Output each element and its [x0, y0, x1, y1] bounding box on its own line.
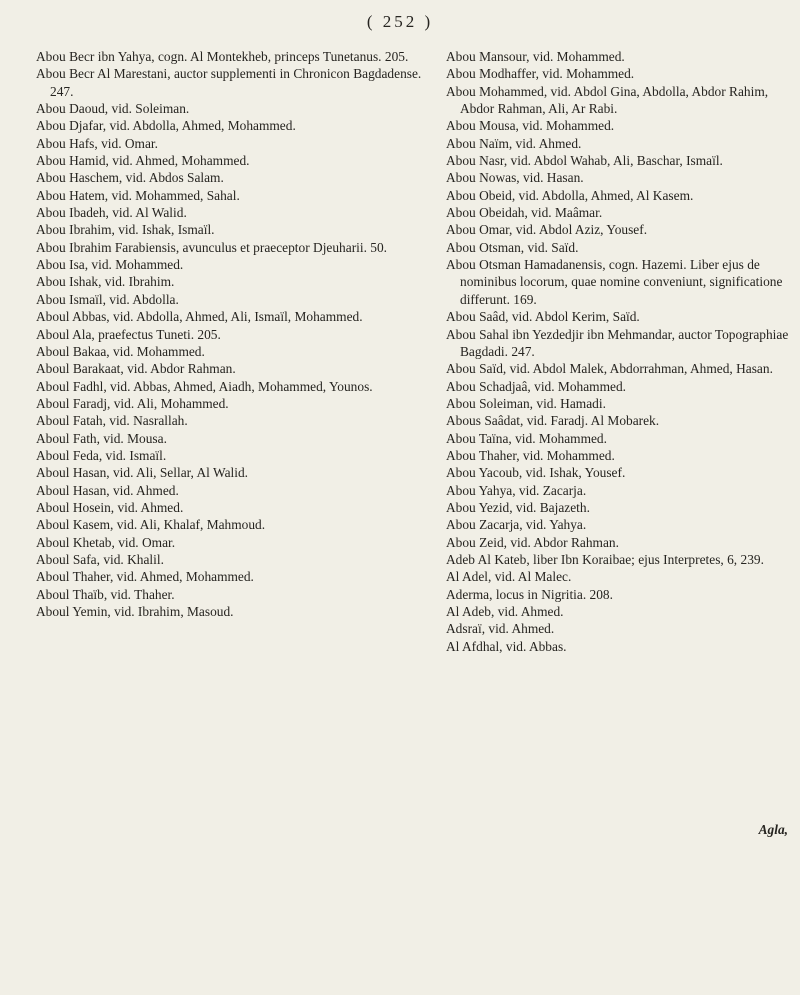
index-entry: Abou Ibadeh, vid. Al Walid.	[36, 205, 187, 221]
index-entry: Abou Yacoub, vid. Ishak, Yousef.	[446, 465, 626, 481]
index-entry: Abou Soleiman, vid. Hamadi.	[446, 395, 606, 411]
index-entry: Al Adeb, vid. Ahmed.	[446, 604, 564, 619]
index-entry: Abou Naïm, vid. Ahmed.	[446, 135, 582, 151]
index-entry: Abou Daoud, vid. Soleiman.	[36, 101, 190, 117]
index-entry: Aboul Fatah, vid. Nasrallah.	[36, 413, 188, 429]
index-entry: Abou Haschem, vid. Abdos Salam.	[36, 170, 224, 186]
left-column	[36, 48, 428, 620]
index-entry: Aboul Bakaa, vid. Mohammed.	[36, 343, 205, 359]
index-entry: Abous Saâdat, vid. Faradj. Al Mobarek.	[446, 413, 660, 429]
index-entry: Abou Hafs, vid. Omar.	[36, 135, 158, 151]
index-entry: Aboul Yemin, vid. Ibrahim, Masoud.	[36, 604, 234, 619]
index-entry: Abou Mousa, vid. Mohammed.	[446, 118, 615, 134]
index-entry: Abou Yezid, vid. Bajazeth.	[446, 499, 590, 515]
index-entry: Abou Ismaïl, vid. Abdolla.	[36, 291, 179, 307]
index-entry: Adsraï, vid. Ahmed.	[446, 621, 555, 637]
index-entry: Aboul Abbas, vid. Abdolla, Ahmed, Ali, Ismaïl, Mohammed.	[36, 309, 363, 325]
index-entry: Abou Omar, vid. Abdol Aziz, Yousef.	[446, 222, 648, 238]
index-entry: Abou Isa, vid. Mohammed.	[36, 257, 184, 273]
index-entry: Abou Sahal ibn Yezdedjir ibn Mehmandar, auctor Topographiae Bagdadi. 247.	[446, 326, 789, 359]
index-entry: Abou Obeid, vid. Abdolla, Ahmed, Al Kasem.	[446, 187, 694, 203]
index-entry: Aboul Ala, praefectus Tuneti. 205.	[36, 326, 221, 342]
index-entry: Abou Djafar, vid. Abdolla, Ahmed, Mohammed.	[36, 118, 296, 134]
index-entry: Aboul Hasan, vid. Ali, Sellar, Al Walid.	[36, 465, 248, 481]
index-entry: Abou Schadjaâ, vid. Mohammed.	[446, 378, 626, 394]
index-entry: Aboul Kasem, vid. Ali, Khalaf, Mahmoud.	[36, 517, 266, 533]
index-entry: Aboul Hosein, vid. Ahmed.	[36, 499, 184, 515]
index-entry: Abou Saïd, vid. Abdol Malek, Abdorrahman, Ahmed, Hasan.	[446, 361, 773, 377]
index-entry: Aboul Thaher, vid. Ahmed, Mohammed.	[36, 569, 254, 585]
index-entry: Aderma, locus in Nigritia. 208.	[446, 586, 613, 602]
index-entry: Abou Hamid, vid. Ahmed, Mohammed.	[36, 153, 250, 169]
index-entry: Abou Becr Al Marestani, auctor supplementi in Chronicon Bagdadense. 247.	[36, 66, 422, 99]
index-entry: Abou Yahya, vid. Zacarja.	[446, 482, 587, 498]
page-number: ( 252 )	[366, 12, 434, 31]
index-entry: Abou Ibrahim Farabiensis, avunculus et praeceptor Djeuharii. 50.	[36, 239, 388, 255]
index-entry: Abou Ishak, vid. Ibrahim.	[36, 274, 175, 290]
index-entry: Abou Obeidah, vid. Maâmar.	[446, 205, 603, 221]
index-entry: Adeb Al Kateb, liber Ibn Koraibae; ejus Interpretes, 6, 239.	[446, 551, 764, 567]
index-entry: Aboul Fadhl, vid. Abbas, Ahmed, Aiadh, Mohammed, Younos.	[36, 378, 373, 394]
index-entry: Abou Saâd, vid. Abdol Kerim, Saïd.	[446, 309, 640, 325]
index-entry: Abou Nasr, vid. Abdol Wahab, Ali, Baschar, Ismaïl.	[446, 153, 723, 169]
index-entry: Aboul Safa, vid. Khalil.	[36, 551, 164, 567]
index-entry: Aboul Barakaat, vid. Abdor Rahman.	[36, 361, 236, 377]
index-entry: Aboul Faradj, vid. Ali, Mohammed.	[36, 395, 229, 411]
index-entry: Aboul Feda, vid. Ismaïl.	[36, 447, 167, 463]
index-entry: Abou Modhaffer, vid. Mohammed.	[446, 66, 635, 82]
index-entry: Abou Ibrahim, vid. Ishak, Ismaïl.	[36, 222, 215, 238]
index-entry: Abou Becr ibn Yahya, cogn. Al Montekheb, princeps Tunetanus. 205.	[36, 49, 409, 64]
index-entry: Aboul Khetab, vid. Omar.	[36, 534, 176, 550]
index-entry: Al Adel, vid. Al Malec.	[446, 569, 572, 585]
index-entry: Abou Taïna, vid. Mohammed.	[446, 430, 607, 446]
index-entry: Abou Nowas, vid. Hasan.	[446, 170, 584, 186]
index-entry: Abou Zacarja, vid. Yahya.	[446, 517, 587, 533]
index-entry: Abou Mansour, vid. Mohammed.	[446, 49, 625, 64]
index-entry: Aboul Fath, vid. Mousa.	[36, 430, 167, 446]
index-entry: Aboul Hasan, vid. Ahmed.	[36, 482, 179, 498]
index-entry: Al Afdhal, vid. Abbas.	[446, 638, 567, 654]
index-entry: Abou Otsman Hamadanensis, cogn. Hazemi. Liber ejus de nominibus locorum, quae nomine conveniunt, significatione differunt. 169.	[446, 257, 783, 307]
right-column	[446, 48, 796, 655]
index-entry: Abou Otsman, vid. Saïd.	[446, 239, 579, 255]
index-entry: Aboul Thaïb, vid. Thaher.	[36, 586, 175, 602]
index-entry: Abou Hatem, vid. Mohammed, Sahal.	[36, 187, 240, 203]
index-entry: Abou Zeid, vid. Abdor Rahman.	[446, 534, 619, 550]
index-entry: Abou Thaher, vid. Mohammed.	[446, 447, 615, 463]
index-entry: Abou Mohammed, vid. Abdol Gina, Abdolla, Abdor Rahim, Abdor Rahman, Ali, Ar Rabi.	[446, 83, 769, 117]
catchword: Agla,	[758, 822, 788, 837]
